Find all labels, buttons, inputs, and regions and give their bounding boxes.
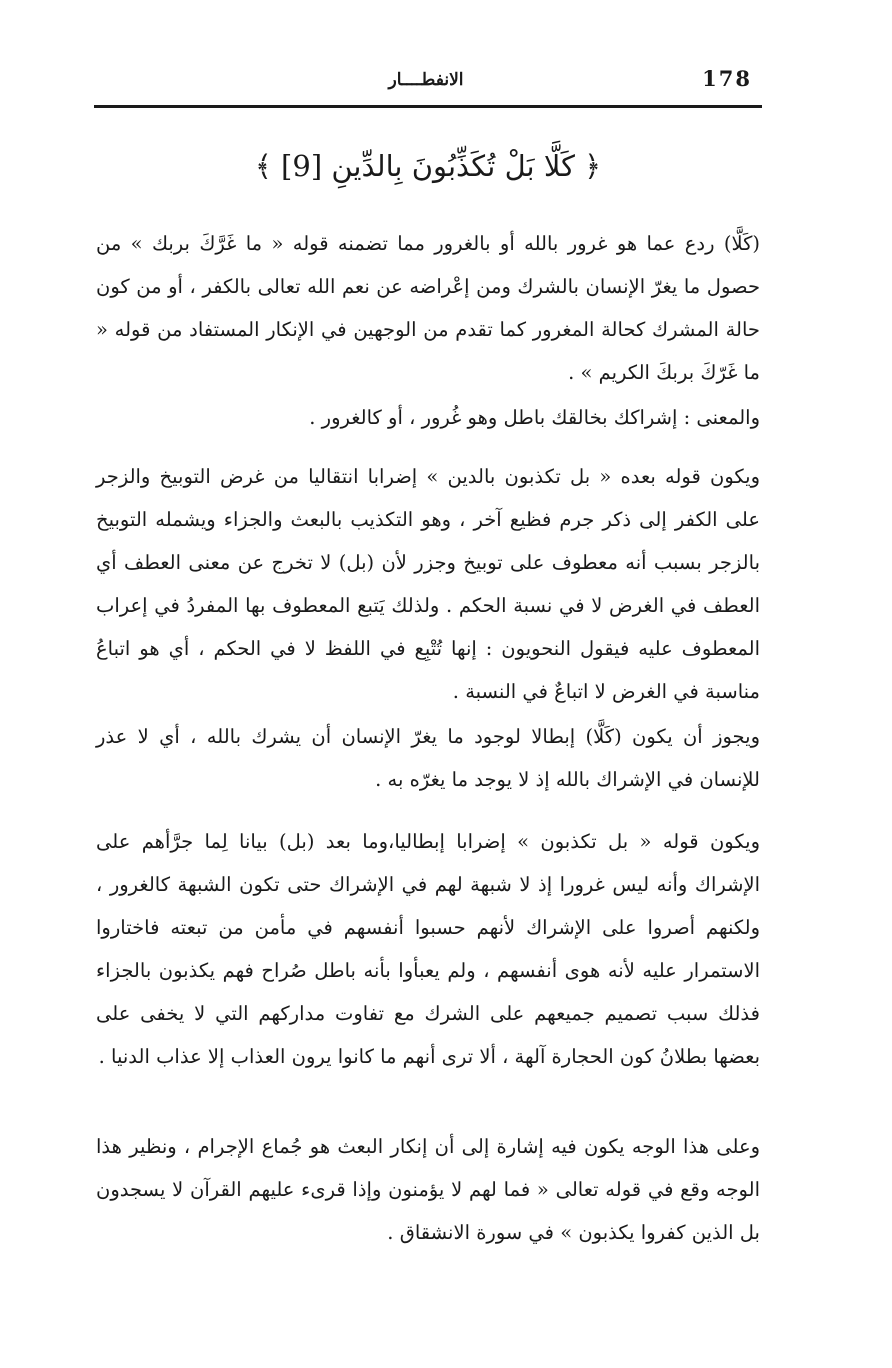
paragraph-6: وعلى هذا الوجه يكون فيه إشارة إلى أن إنكار البعث هو جُماع الإجرام ، ونظير هذا الوجه وقع في قوله تعالى « فما لهم لا يؤمنون وإذا قرىء عليهم القرآن لا يسجدون بل الذين كفروا يكذبون » في سورة الانشقاق . xyxy=(96,1135,760,1244)
header-divider xyxy=(94,105,762,108)
paragraph-4: ويجوز أن يكون (كَلَّا) إبطالا لوجود ما يغرّ الإنسان أن يشرك بالله ، أي لا عذر للإنسان في الإشراك بالله إذ لا يوجد ما يغرّه به . xyxy=(96,725,760,791)
running-header xyxy=(96,66,760,100)
paragraph-5: ويكون قوله « بل تكذبون » إضرابا إبطاليا،وما بعد (بل) بيانا لِما جرَّأهم على الإشراك وأنه ليس غرورا إذ لا شبهة لهم في الإشراك حتى تكون الشبهة كالغرور ، ولكنهم أصروا على الإشراك لأنهم حسبوا أنفسهم في مأمن من تبعته فاختاروا الاستمرار عليه لأنه هوى أنفسهم ، ولم يعبأوا بأنه باطل صُراح فهم يكذبون بالجزاء فذلك سبب تصميم جميعهم على الشرك مع تفاوت مداركهم التي لا يخفى على بعضها بطلانُ كون الحجارة آلهة ، ألا ترى أنهم ما كانوا يرون العذاب إلا عذاب الدنيا . xyxy=(96,830,760,1068)
paragraph-2: والمعنى : إشراكك بخالقك باطل وهو غُرور ، أو كالغرور . xyxy=(309,406,760,429)
page-number: 178 xyxy=(702,66,752,91)
paragraph-1: (كَلَّا) ردع عما هو غرور بالله أو بالغرور مما تضمنه قوله « ما غَرَّكَ بربك » من حصول ما يغرّ الإنسان بالشرك ومن إعْراضه عن نعم الله تعالى بالكفر ، أو من كون حالة المشرك كحالة المغرور كما تقدم من الوجهين في الإنكار المستفاد من قوله « ما غَرّكَ بربكَ الكريم » . xyxy=(96,232,760,384)
paragraph-3: ويكون قوله بعده « بل تكذبون بالدين » إضرابا انتقاليا من غرض التوبيخ والزجر على الكفر إلى ذكر جرم فظيع آخر ، وهو التكذيب بالبعث والجزاء ويشمله التوبيخ بالزجر بسبب أنه معطوف على توبيخ وجزر لأن (بل) لا تخرج عن معنى العطف أي العطف في الغرض لا في نسبة الحكم . ولذلك يَتبع المعطوف بها المفردُ في إعراب المعطوف عليه فيقول النحويون : إنها تُتْبِع في اللفظ لا في الحكم ، أي هو اتباعُ مناسبة في الغرض لا اتباعٌ في النسبة . xyxy=(96,465,760,703)
quran-verse: ﴿ كَلَّا بَلْ تُكَذِّبُونَ بِالدِّينِ [9] ﴾ xyxy=(254,149,602,183)
surah-name: الانفطــــار xyxy=(388,70,464,90)
